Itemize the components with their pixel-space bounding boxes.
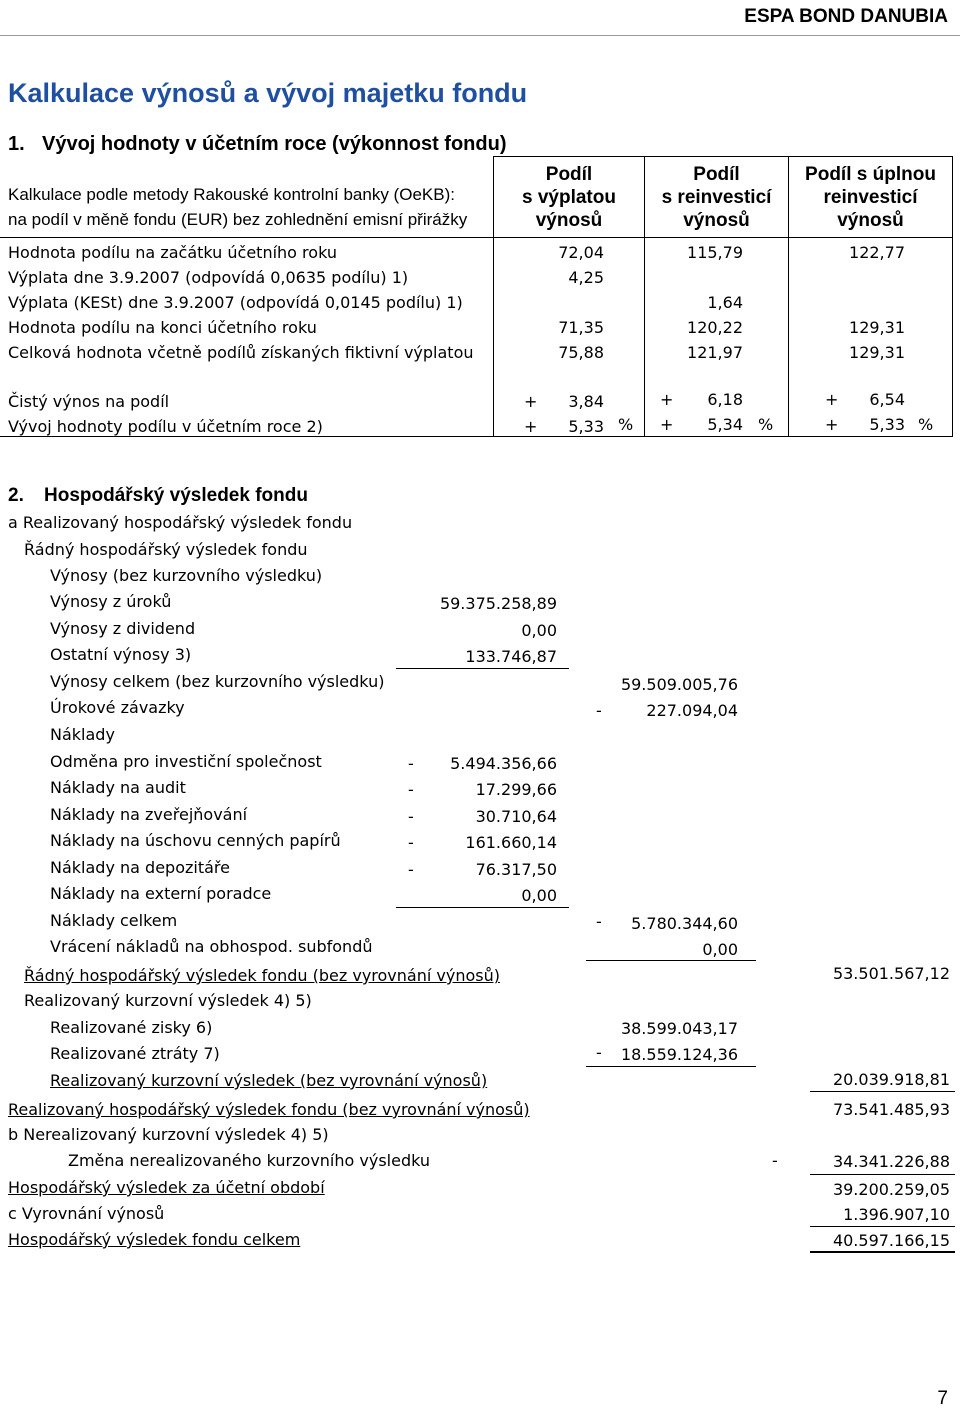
row-start-value-c3: 122,77: [849, 243, 905, 262]
kurz-total-value: 20.039.918,81: [832, 1070, 950, 1089]
cost-row-value: 30.710,64: [475, 807, 557, 826]
urokove-zavazky-sign: -: [596, 701, 602, 720]
value-dev-sign-c3: +: [825, 415, 839, 434]
subtotal-rule-1: [396, 668, 569, 669]
real-total-label: Realizovaný hospodářský výsledek fondu (bez vyrovnání výnosů): [8, 1100, 530, 1119]
row-end-value-c2: 120,22: [687, 318, 743, 337]
kurz-heading: Realizovaný kurzovní výsledek 4) 5): [24, 991, 312, 1010]
subtotal-rule-7: [810, 1226, 955, 1227]
net-yield-label: Čistý výnos na podíl: [8, 392, 170, 411]
vynosy-celkem-label: Výnosy celkem (bez kurzovního výsledku): [50, 672, 385, 691]
cost-row-value: 0,00: [521, 886, 557, 905]
row-total-value-label: Celková hodnota včetně podílů získaných fiktivní výplatou: [8, 343, 474, 362]
cost-row-sign: -: [408, 833, 414, 852]
realizovane-zisky-label: Realizované zisky 6): [50, 1018, 213, 1037]
row-kest-label: Výplata (KESt) dne 3.9.2007 (odpovídá 0,0145 podílu) 1): [8, 293, 463, 312]
cost-row-sign: -: [408, 754, 414, 773]
section1-number: 1.: [8, 133, 25, 155]
celkem-value: 40.597.166,15: [832, 1231, 950, 1250]
section2-title: Hospodářský výsledek fondu: [44, 485, 308, 506]
value-dev-label: Vývoj hodnoty podílu v účetním roce 2): [8, 417, 323, 436]
naklady-celkem-sign: -: [596, 912, 602, 931]
row-total-value-c3: 129,31: [849, 343, 905, 362]
vraceni-value: 0,00: [702, 940, 738, 959]
page-number: 7: [937, 1388, 948, 1409]
vynosy-heading: Výnosy (bez kurzovního výsledku): [50, 566, 323, 585]
net-yield-sign-c2: +: [660, 390, 674, 409]
fund-brand: ESPA BOND DANUBIA: [744, 6, 948, 27]
urokove-zavazky-label: Úrokové závazky: [50, 698, 185, 717]
table-border-top: [493, 156, 953, 157]
naklady-celkem-value: 5.780.344,60: [631, 914, 738, 933]
radny-total-value: 53.501.567,12: [832, 964, 950, 983]
table-header-rule: [0, 237, 953, 238]
subtotal-rule-5: [810, 1091, 955, 1092]
cost-row-sign: -: [408, 780, 414, 799]
cost-row-label: Náklady na úschovu cenných papírů: [50, 831, 341, 850]
row-kest-c2: 1,64: [707, 293, 743, 312]
row-payout-c1: 4,25: [568, 268, 604, 287]
row-end-value-c1: 71,35: [558, 318, 604, 337]
value-dev-c1: 5,33: [568, 417, 604, 436]
cost-row-label: Náklady na audit: [50, 778, 186, 797]
celkem-label: Hospodářský výsledek fondu celkem: [8, 1230, 301, 1249]
section2-a-label: a Realizovaný hospodářský výsledek fondu: [8, 513, 353, 532]
realizovane-zisky-value: 38.599.043,17: [620, 1019, 738, 1038]
value-dev-c3: 5,33: [869, 415, 905, 434]
subtotal-rule-3: [586, 960, 756, 961]
cost-row-label: Náklady na zveřejňování: [50, 805, 248, 824]
row-payout-label: Výplata dne 3.9.2007 (odpovídá 0,0635 podílu) 1): [8, 268, 409, 287]
vynosy-uroku-label: Výnosy z úroků: [50, 592, 172, 611]
zmena-sign: -: [772, 1151, 778, 1170]
cost-row-label: Odměna pro investiční společnost: [50, 752, 322, 771]
net-yield-sign-c3: +: [825, 390, 839, 409]
cost-row-sign: -: [408, 807, 414, 826]
naklady-heading: Náklady: [50, 725, 115, 744]
real-total-value: 73.541.485,93: [832, 1100, 950, 1119]
subtotal-rule-2: [396, 907, 569, 908]
ostatni-vynosy-value: 133.746,87: [465, 647, 557, 666]
row-start-value-label: Hodnota podílu na začátku účetního roku: [8, 243, 337, 262]
vynosy-uroku-value: 59.375.258,89: [439, 594, 557, 613]
header-rule: [0, 35, 960, 36]
cost-row-label: Náklady na depozitáře: [50, 858, 230, 877]
realizovane-ztraty-sign: -: [596, 1043, 602, 1062]
naklady-celkem-label: Náklady celkem: [50, 911, 178, 930]
subtotal-rule-4: [586, 1066, 756, 1067]
vynosy-dividend-value: 0,00: [521, 621, 557, 640]
zmena-label: Změna nerealizovaného kurzovního výsledku: [68, 1151, 431, 1170]
vynosy-celkem-value: 59.509.005,76: [620, 675, 738, 694]
value-dev-pct-c3: %: [918, 415, 934, 434]
vynosy-dividend-label: Výnosy z dividend: [50, 619, 196, 638]
cost-row-value: 17.299,66: [475, 780, 557, 799]
section1-intro-1: Kalkulace podle metody Rakouské kontrolní banky (OeKB):: [8, 185, 455, 204]
cost-row-value: 161.660,14: [465, 833, 557, 852]
radny-heading: Řádný hospodářský výsledek fondu: [24, 540, 308, 559]
section2-number: 2.: [8, 485, 24, 506]
value-dev-sign-c2: +: [660, 415, 674, 434]
row-start-value-c2: 115,79: [687, 243, 743, 262]
obdobi-value: 39.200.259,05: [832, 1180, 950, 1199]
kurz-total-label: Realizovaný kurzovní výsledek (bez vyrovnání výnosů): [50, 1071, 488, 1090]
column-header-reinvest: Podíl s reinvesticí výnosů: [661, 164, 772, 231]
vyrovnani-value: 1.396.907,10: [843, 1205, 950, 1224]
cost-row-value: 76.317,50: [475, 860, 557, 879]
value-dev-pct-c2: %: [758, 415, 774, 434]
column-header-payout: Podíl s výplatou výnosů: [522, 164, 616, 231]
row-total-value-c1: 75,88: [558, 343, 604, 362]
cost-row-value: 5.494.356,66: [450, 754, 557, 773]
vyrovnani-label: c Vyrovnání výnosů: [8, 1204, 165, 1223]
row-end-value-c3: 129,31: [849, 318, 905, 337]
radny-total-label: Řádný hospodářský výsledek fondu (bez vyrovnání výnosů): [24, 966, 500, 985]
net-yield-sign-c1: +: [524, 392, 538, 411]
vraceni-label: Vrácení nákladů na obhospod. subfondů: [50, 937, 373, 956]
section2-b-label: b Nerealizovaný kurzovní výsledek 4) 5): [8, 1125, 329, 1144]
obdobi-label: Hospodářský výsledek za účetní období: [8, 1178, 325, 1197]
section1-title: Vývoj hodnoty v účetním roce (výkonnost fondu): [42, 133, 507, 155]
page-title: Kalkulace výnosů a vývoj majetku fondu: [8, 78, 528, 108]
net-yield-c3: 6,54: [869, 390, 905, 409]
row-start-value-c1: 72,04: [558, 243, 604, 262]
value-dev-sign-c1: +: [524, 417, 538, 436]
row-total-value-c2: 121,97: [687, 343, 743, 362]
table-bottom-rule: [0, 436, 953, 437]
cost-row-label: Náklady na externí poradce: [50, 884, 272, 903]
realizovane-ztraty-value: 18.559.124,36: [620, 1045, 738, 1064]
total-double-rule: [810, 1251, 955, 1253]
net-yield-c2: 6,18: [707, 390, 743, 409]
ostatni-vynosy-label: Ostatní výnosy 3): [50, 645, 192, 664]
value-dev-pct-c1: %: [618, 415, 634, 434]
subtotal-rule-6: [810, 1174, 955, 1175]
zmena-value: 34.341.226,88: [832, 1152, 950, 1171]
cost-row-sign: -: [408, 860, 414, 879]
urokove-zavazky-value: 227.094,04: [646, 701, 738, 720]
section1-intro-2: na podíl v měně fondu (EUR) bez zohlednění emisní přirážky: [8, 210, 468, 229]
row-end-value-label: Hodnota podílu na konci účetního roku: [8, 318, 317, 337]
table-border-right: [952, 156, 953, 436]
column-header-full-reinvest: Podíl s úplnou reinvesticí výnosů: [805, 164, 936, 231]
realizovane-ztraty-label: Realizované ztráty 7): [50, 1044, 220, 1063]
value-dev-c2: 5,34: [707, 415, 743, 434]
net-yield-c1: 3,84: [568, 392, 604, 411]
